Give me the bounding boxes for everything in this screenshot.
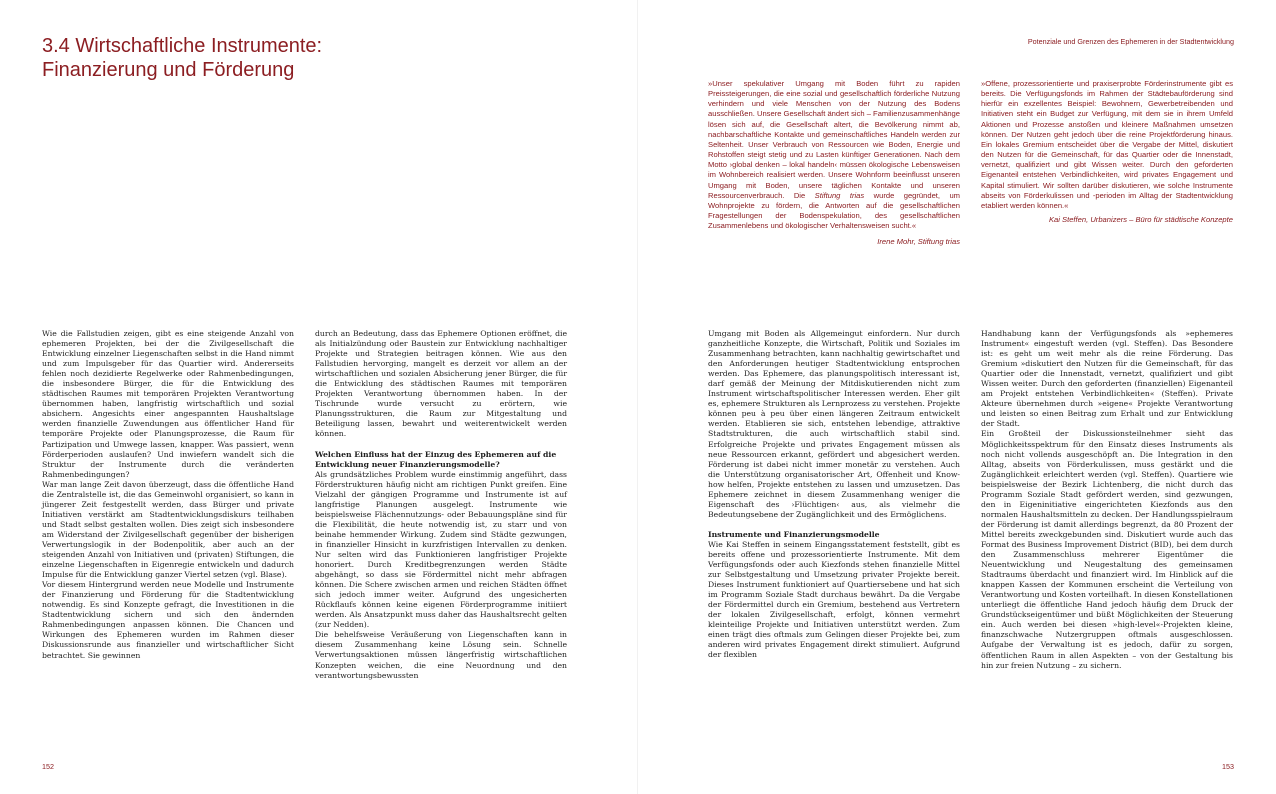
body-column-4 [981,329,1233,671]
chapter-title [42,34,562,82]
body-column-3 [708,329,960,661]
pull-quote-urbanizers [981,79,1233,225]
page-gutter [637,0,638,794]
pull-quote-text [708,79,960,231]
page-number-right: 153 [1222,762,1234,771]
running-head: Potenziale und Grenzen des Ephemeren in der Stadtentwicklung [1027,37,1234,46]
section-subheading: Instrumente und Finanzierungsmodelle [708,529,880,539]
pull-quote-source: Kai Steffen, Urbanizers – Büro für städtische Konzepte [1048,215,1233,225]
chapter-title-line-1: 3.4 Wirtschaftliche Instrumente: [42,35,323,57]
body-paragraph: Umgang mit Boden als Allgemeingut einfordern. Nur durch ganzheitliche Konzepte, die Wirtschaft, Politik und Soziales im Zusammenhang betrachten, kann nachhaltig gewirtschaftet und den Anforderungen heutiger Stadtentwicklung entsprochen werden. Das Ephemere, das planungspolitisch interessant ist, darf gemäß der Meinung der Mitdiskutierenden nicht zum Instrument wirtschaftspolitischer Interessen werden. Eher gilt es, ephemere Strukturen als Lernprozess zu verstehen. Projekte können peu à peu über einen längeren Zeitraum entwickelt werden. Etablieren sie sich, entstehen lebendige, attraktive Stadtstrukturen, die auch wirtschaftlich stabil sind. Erfolgreiche Projekte und privates Engagement müssen als neue Ressourcen erkannt, gefördert und abgesichert werden. Förderung ist dabei nicht immer monetär zu verstehen. Auch die Unterstützung organisatorischer Art, Offenheit und Know-how helfen, Projekte entstehen zu lassen und umzusetzen. Das Ephemere zeichnet in diesem Zusammenhang weniger die Eigenschaft des ›Flüchtigen‹ aus, als vielmehr die Bedeutungsebene der Zugänglichkeit und des Ermöglichens. [708,329,960,519]
paragraph-spacer [708,520,960,530]
body-paragraph: Wie die Fallstudien zeigen, gibt es eine steigende Anzahl von ephemeren Projekten, bei der die Zivilgesellschaft die Entwicklung einzelner Liegenschaften selbst in die Hand nimmt und zum Impulsgeber für das Quartier wird. Andererseits fehlen noch dezidierte Regelwerke oder Rahmenbedingungen, die insbesondere Bürger, die für die Entwicklung des städtischen Raumes mit temporären Projekten Verantwortung übernommen haben, langfristig wirtschaftlich und sozial absichern. Angesichts einer angespannten Haushaltslage werden finanzielle Zuwendungen aus öffentlicher Hand für temporäre Projekte oder Planungsprozesse, die Raum für Partizipation und Umwege lassen, knapper. Was passiert, wenn Förderperioden auslaufen? Und inwiefern wandelt sich die Struktur der Instrumente durch die veränderten Rahmenbedingungen? [42,329,294,479]
pull-quote-stiftung-trias [708,79,960,247]
body-paragraph: Als grundsätzliches Problem wurde einstimmig angeführt, dass Förderstrukturen häufig nicht am richtigen Punkt greifen. Eine Vielzahl der gängigen Programme und Instrumente ist auf langfristige Planungen ausgelegt. Instrumente wie beispielsweise Flächennutzungs- oder Bebauungspläne sind für die Flexibilität, die heute notwendig ist, zu starr und von beinahe hemmender Wirkung. Zudem sind Städte gezwungen, in finanzieller Hinsicht in kurzfristigen Intervallen zu denken. Nur selten wird das Funktionieren langfristiger Projekte honoriert. Durch Kreditbegrenzungen werden Städte abgehängt, so dass sie Fördermittel nicht mehr abfragen können. Die Schere zwischen armen und reichen Städten öffnet sich jedoch immer weiter. Aufgrund des ungesicherten Rückflaufs können keine eigenen Förderprogramme initiiert werden. Als Ansatzpunkt muss daher das Haushaltsrecht gelten (zur Nedden). [315,469,567,630]
body-paragraph: durch an Bedeutung, dass das Ephemere Optionen eröffnet, die als Initialzündung oder Baustein zur Entwicklung nachhaltiger Projekte und Strategien beitragen können. Wie aus den Fallstudien hervorging, mangelt es derzeit vor allem an der wirtschaftlichen und sozialen Absicherung jener Bürger, die für die Entwicklung des städtischen Raumes mit temporären Projekten Verantwortung übernommen haben. In der Tischrunde wurde versucht zu erörtern, wie Planungsstrukturen, die Raum zur Mitgestaltung und Beteiligung lassen, bewahrt und weiterentwickelt werden können. [315,329,567,439]
body-paragraph: Handhabung kann der Verfügungsfonds als »ephemeres Instrument« eingestuft werden (vgl. Steffen). Das Besondere ist: es geht um weit mehr als die reine Förderung. Das Gremium »diskutiert den Nutzen für die Gemeinschaft, für das Quartier oder die Innenstadt, vernetzt, qualifiziert und gibt Wissen weiter. Durch den geforderten (finanziellen) Eigenanteil am Projekt entstehen Verbindlichkeiten« (Steffen). Private Akteure übernehmen durch »eigene« Projekte Verantwortung und leisten so einen Beitrag zum Erhalt und zur Entwicklung der Stadt. [981,329,1233,429]
body-paragraph: Wie Kai Steffen in seinem Eingangsstatement feststellt, gibt es bereits offene und prozessorientierte Instrumente. Mit dem Verfügungsfonds oder auch Kiezfonds stehen finanzielle Mittel zur Selbstgestaltung und Umsetzung privater Projekte bereit. Dieses Instrument funktioniert auf Quartiersebene und hat sich im Programm Soziale Stadt durchaus bewährt. Da die Vergabe der Fördermittel durch ein Gremium, bestehend aus Vertretern der lokalen Zivilgesellschaft, erfolgt, können vermehrt kleinteilige Projekte und Initiativen unterstützt werden. Zum einen trägt dies oftmals zum Gelingen dieser Projekte bei, zum anderen wird privates Engagement direkt stimuliert. Aufgrund der flexiblen [708,539,960,660]
pull-quote-emphasis: Stiftung trias [814,190,865,200]
section-subheading: Welchen Einfluss hat der Einzug des Ephemeren auf die Entwicklung neuer Finanzierungsmodelle? [315,449,557,469]
body-paragraph: Die behelfsweise Veräußerung von Liegenschaften kann in diesem Zusammenhang keine Lösung sein. Schnelle Verwertungsaktionen müssen längerfristig wirtschaftlichen Konzepten weichen, die eine Neuordnung und den verantwortungsbewussten [315,630,567,680]
body-paragraph: War man lange Zeit davon überzeugt, dass die öffentliche Hand die Zentralstelle ist, die das Gemeinwohl organisiert, so kann in jüngerer Zeit festgestellt werden, dass Bürger und private Initiativen verstärkt am Stadtentwicklungsdiskurs teilhaben und Stadt selbst gestalten wollen. Dies zeigt sich insbesondere am Widerstand der Zivilgesellschaft gegenüber der bisherigen Verwertungslogik in der Bodenpolitik, aber auch an der steigenden Anzahl von Initiativen und (privaten) Stiftungen, die einzelne Liegenschaften in Eigenregie entwickeln und dadurch Impulse für die Entwicklung ganzer Viertel setzen (vgl. Blase). [42,479,294,580]
body-column-2 [315,329,567,681]
body-column-1 [42,329,294,661]
chapter-title-line-2: Finanzierung und Förderung [42,59,295,81]
paragraph-spacer [315,440,567,450]
pull-quote-text-part-2: wurde gegründet, um Wohnprojekte zu fördern, die Antworten auf die gesellschaftlichen Fragestellungen der Bodenspekulation, des gesellschaftlichen Zusammenlebens und ökologischer Verhaltensweisen sucht.« [708,190,961,231]
pull-quote-source: Irene Mohr, Stiftung trias [877,237,960,247]
page-number-left: 152 [42,762,54,771]
body-paragraph: Vor diesem Hintergrund werden neue Modelle und Instrumente der Finanzierung und Förderung für die Stadtentwicklung notwendig. Es sind Konzepte gefragt, die Investitionen in die Stadtentwicklung sichern und sich den ändernden Rahmenbedingungen anpassen können. Die Chancen und Wirkungen des Ephemeren wurden im Rahmen dieser Diskussionsrunde aus finanzieller und wirtschaftlicher Sicht betrachtet. Sie gewinnen [42,580,294,660]
body-paragraph: Ein Großteil der Diskussionsteilnehmer sieht das Möglichkeitsspektrum für den Einsatz dieses Instruments als noch nicht vollends ausgeschöpft an. Die Integration in den Alltag, abseits von Förderkulissen, muss gestärkt und die Zugänglichkeit erleichtert werden (vgl. Steffen). Quartiere wie beispielsweise der Bezirk Lichtenberg, die nicht durch das Programm Soziale Stadt gefördert werden, sind gezwungen, den in Eigeninitiative eingerichteten Kiezfonds aus den normalen Haushaltsmitteln zu decken. Der Handlungsspielraum der Förderung ist damit allerdings begrenzt, da 80 Prozent der Mittel bereits zweckgebunden sind. Diskutiert wurde auch das Format des Business Improvement District (BID), bei dem durch den Zusammenschluss mehrerer Eigentümer die Neuentwicklung und Neugestaltung des gemeinsamen Stadtraums überdacht und finanziert wird. Im Hinblick auf die knappen Kassen der Kommunen erscheint die Verteilung von Verantwortung und Kosten vorteilhaft. In diesen Konstellationen unterliegt die öffentliche Hand jedoch häufig dem Druck der Grundstückseigentümer und büßt Möglichkeiten der Steuerung ein. Auch werden bei diesen »high-level«-Projekten kleine, finanzschwache Nutzergruppen oftmals ausgeschlossen. Aufgabe der Verwaltung ist es jedoch, dafür zu sorgen, öffentlichen Raum in allen Aspekten – von der Gestaltung bis hin zur freien Nutzung – zu sichern. [981,429,1233,670]
pull-quote-text-part-1: »Unser spekulativer Umgang mit Boden führt zu rapiden Preissteigerungen, die eine sozial und gesellschaftlich förderliche Nutzung verhindern und viele Menschen von der Nutzung des Bodens ausschließen. Unsere Gesellschaft ändert sich – Familienzusammenhänge lösen sich auf, die Gesellschaft altert, die Bevölkerung nimmt ab, nachbarschaftliche Kontakte und gemeinschaftliches Handeln werden zur Seltenheit. Unser Verbrauch von Ressourcen wie Boden, Energie und Rohstoffen steigt stetig und zu Lasten künftiger Generationen. Nach dem Motto ›global denken – lokal handeln‹ müssen ökologische Lebensweisen im Wohnbereich realisiert werden. Unsere Wohnform beeinflusst unseren Umgang mit Boden, unsere täglichen Kontakte und unseren Ressourcenverbrauch. Die [708,79,960,200]
pull-quote-text: »Offene, prozessorientierte und praxiserprobte Förderinstrumente gibt es bereits. Die Verfügungsfonds im Rahmen der Städtebauförderung sind hierfür ein exzellentes Beispiel: Bewohnern, Gewerbetreibenden und Initiativen steht ein Budget zur Verfügung, mit dem sie in ihrem Umfeld Aktionen und Prozesse anstoßen und kleinere Maßnahmen umsetzen können. Der Nutzen geht jedoch über die reine Projektförderung hinaus. Ein lokales Gremium entscheidet über die Vergabe der Mittel, diskutiert den Nutzen für die Gemeinschaft, für das Quartier oder die Innenstadt, vernetzt, qualifiziert und gibt Wissen weiter. Durch den geforderten Eigenanteil entstehen Verbindlichkeiten, wird privates Engagement und Kapital stimuliert. Wir sollten darüber diskutieren, wie solche Instrumente abseits von Förderkulissen und -perioden im Alltag der Stadtentwicklung etabliert werden können.« [981,79,1233,210]
